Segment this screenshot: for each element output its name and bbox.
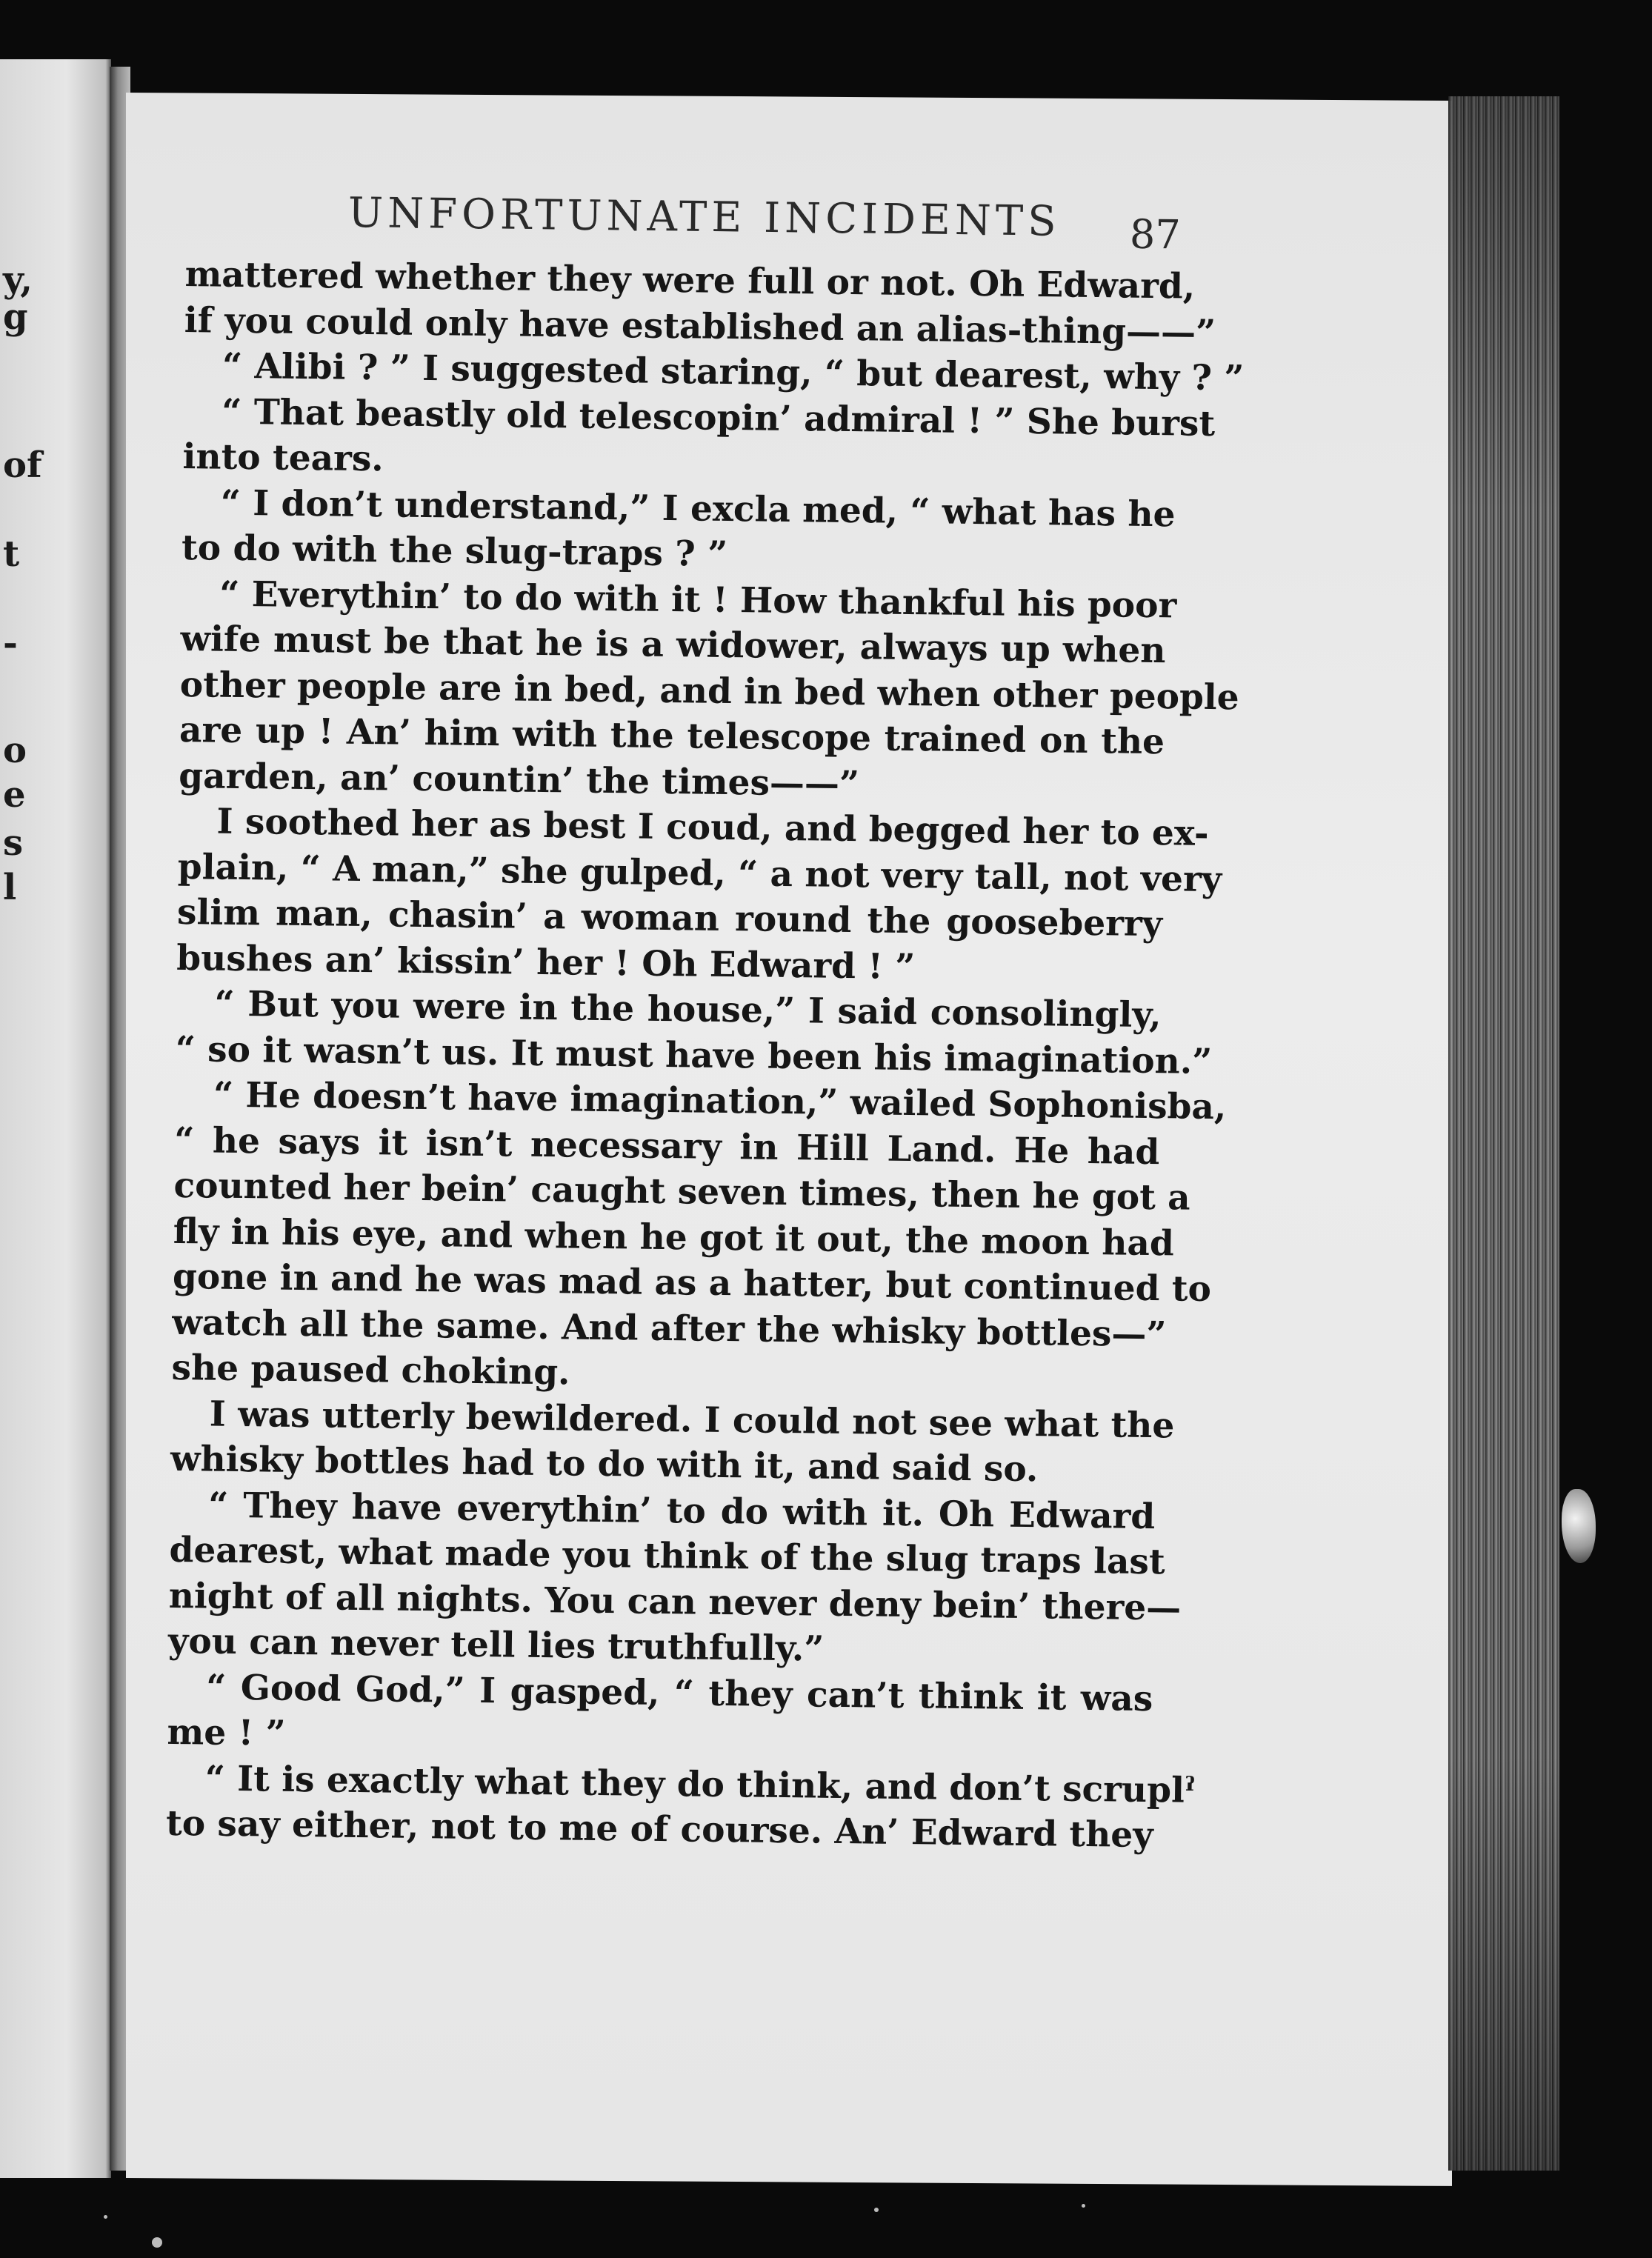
text-line: “ That beastly old telescopin’ admiral ! ” She burst [222,391,1216,444]
text-line: “ They have everythin’ to do with it. Oh Edward [208,1485,1156,1537]
text-line: fly in his eye, and when he got it out, the moon had [173,1210,1175,1264]
text-line: other people are in bed, and in bed when other people [179,664,1239,718]
running-header: UNFORTUNATE INCIDENTS [347,189,1062,246]
text-line: “ so it wasn’t us. It must have been his imagination.” [175,1028,1213,1082]
text-line: gone in and he was mad as a hatter, but continued to [172,1256,1212,1310]
text-line: I soothed her as best I coud, and begged her to ex- [216,801,1209,854]
text-line: whisky bottles had to do with it, and said so. [170,1438,1039,1491]
text-line: watch all the same. And after the whisky bottles—” [172,1302,1167,1355]
facing-page-fragment: y, [3,259,33,301]
binding-clip [1562,1489,1596,1563]
text-line: wife must be that he is a widower, always up when [180,618,1166,672]
text-line: night of all nights. You can never deny bein’ there— [168,1575,1182,1629]
text-line: she paused choking. [171,1347,570,1393]
text-line: “ Alibi ? ” I suggested staring, “ but dearest, why ? ” [222,345,1245,399]
text-line: plain, “ A man,” she gulped, “ a not very tall, not very [177,846,1222,900]
text-line: “ Everythin’ to do with it ! How thankful his poor [219,573,1177,626]
text-line: “ he says it isn’t necessary in Hill Land. He had [174,1119,1160,1173]
facing-page-fragment: of [3,444,42,486]
text-line: bushes an’ kissin’ her ! Oh Edward ! ” [176,937,916,988]
facing-page-fragment: t [3,533,20,575]
text-line: counted her bein’ caught seven times, then he got a [173,1165,1191,1219]
text-line: slim man, chasin’ a woman round the gooseberry [176,891,1163,945]
text-line: “ He doesn’t have imagination,” wailed Sophonisba, [213,1074,1227,1128]
facing-page-edge [0,59,111,2178]
text-line: you can never tell lies truthfully.” [167,1620,825,1670]
facing-page-fragment: - [3,622,18,664]
text-line: into tears. [182,436,384,480]
text-line: “ But you were in the house,” I said consolingly, [214,983,1162,1036]
page-body-text [165,252,1245,1859]
text-line: are up ! An’ him with the telescope trained on the [179,709,1165,763]
text-line: if you could only have established an alias-thing——” [184,299,1216,353]
text-line: garden, an’ countin’ the times——” [179,755,860,805]
text-line: me ! ” [167,1711,286,1754]
text-line: “ Good God,” I gasped, “ they can’t think it was [205,1666,1153,1719]
text-line: mattered whether they were full or not. Oh Edward, [184,253,1196,307]
text-line: to do with the slug-traps ? ” [181,527,728,575]
facing-page-fragment: e [3,774,26,816]
facing-page-fragment: l [3,867,17,908]
page-number: 87 [1129,210,1182,259]
facing-page-fragment: o [3,730,27,771]
page-edges-shadow [1448,96,1559,2171]
text-line: “ It is exactly what they do think, and don’t scruplˀ [204,1757,1196,1811]
text-line: to say either, not to me of course. An’ Edward they [165,1802,1153,1856]
facing-page-fragment: g [3,296,28,338]
facing-page-fragment: s [3,822,24,864]
text-line: “ I don’t understand,” I excla med, “ what has he [220,482,1176,535]
text-line: I was utterly bewildered. I could not see what the [209,1393,1175,1446]
text-line: dearest, what made you think of the slug traps last [169,1529,1165,1583]
